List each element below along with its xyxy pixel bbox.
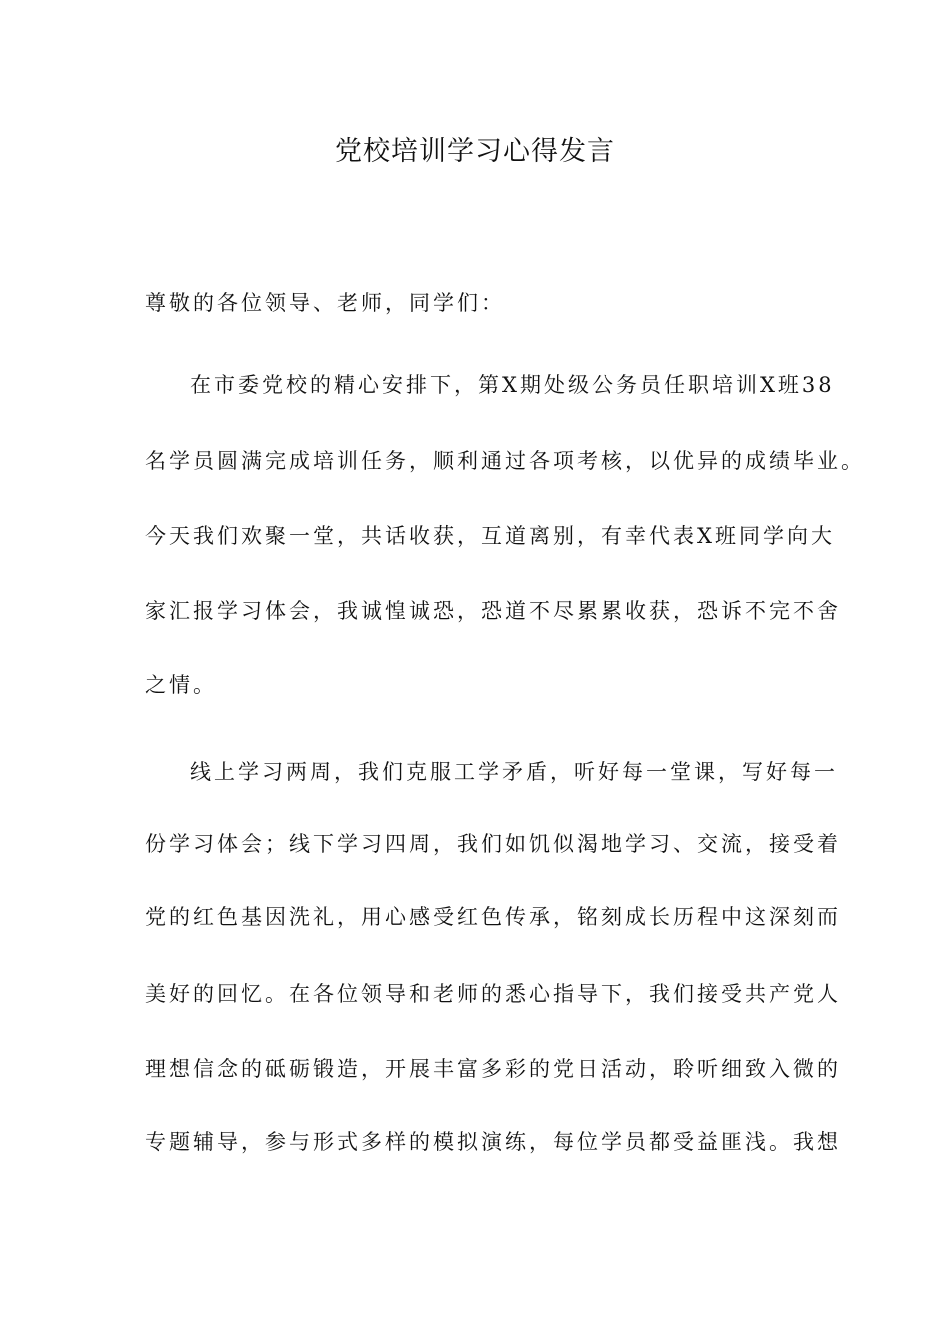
paragraph-2-line-5: 理想信念的砥砺锻造，开展丰富多彩的党日活动，聆听细致入微的 xyxy=(145,1057,841,1081)
paragraph-1-line-2: 名学员圆满完成培训任务，顺利通过各项考核，以优异的成绩毕业。 xyxy=(145,449,865,473)
paragraph-2-line-3: 党的红色基因洗礼，用心感受红色传承，铭刻成长历程中这深刻而 xyxy=(145,905,841,929)
paragraph-1-line-5: 之情。 xyxy=(145,673,217,697)
paragraph-2-line-1: 线上学习两周，我们克服工学矛盾，听好每一堂课，写好每一 xyxy=(190,760,838,784)
document-title: 党校培训学习心得发言 xyxy=(335,136,615,167)
paragraph-2-line-4: 美好的回忆。在各位领导和老师的悉心指导下，我们接受共产党人 xyxy=(145,982,841,1006)
paragraph-1-line-3: 今天我们欢聚一堂，共话收获，互道离别，有幸代表X班同学向大 xyxy=(145,524,835,548)
paragraph-1-line-1: 在市委党校的精心安排下，第X期处级公务员任职培训X班38 xyxy=(190,373,835,397)
salutation-line: 尊敬的各位领导、老师，同学们： xyxy=(145,291,505,315)
paragraph-1-line-4: 家汇报学习体会，我诚惶诚恐，恐道不尽累累收获，恐诉不完不舍 xyxy=(145,599,841,623)
paragraph-2-line-6: 专题辅导，参与形式多样的模拟演练，每位学员都受益匪浅。我想 xyxy=(145,1130,841,1154)
paragraph-2-line-2: 份学习体会；线下学习四周，我们如饥似渴地学习、交流，接受着 xyxy=(145,832,841,856)
